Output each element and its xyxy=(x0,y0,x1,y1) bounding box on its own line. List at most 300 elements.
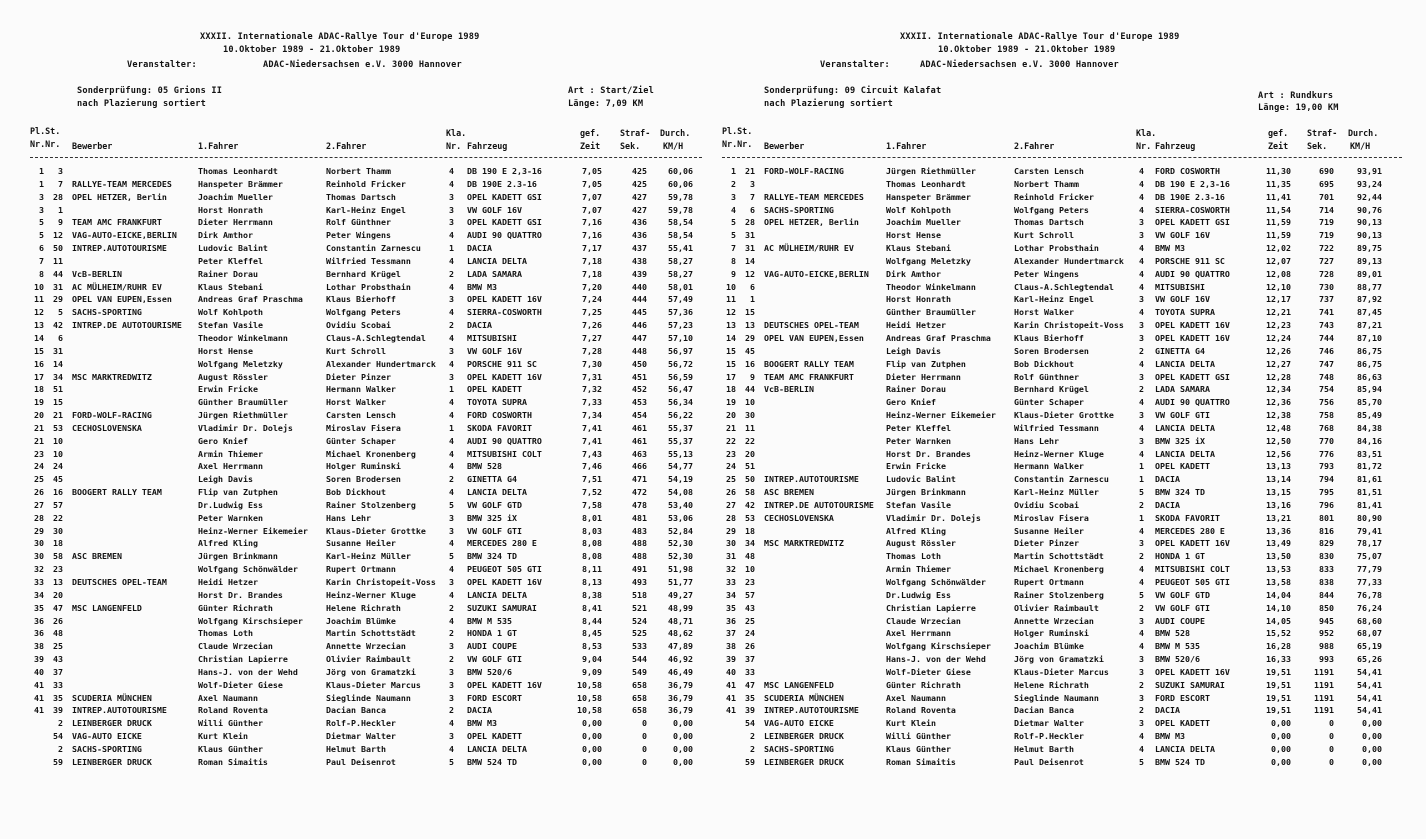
cell-car: MITSUBISHI xyxy=(1155,281,1205,292)
cell-speed: 76,78 xyxy=(1357,589,1382,600)
cell-class: 4 xyxy=(1139,577,1144,587)
cell-entrant: AC MÜLHEIM/RUHR EV xyxy=(72,281,162,292)
cell-entrant: TEAM AMC FRANKFURT xyxy=(72,217,162,228)
cell-class: 3 xyxy=(449,294,454,305)
cell-car: AUDI COUPE xyxy=(1155,615,1205,626)
cell-speed: 54,77 xyxy=(668,461,693,472)
col-fahrer1: 1.Fahrer xyxy=(198,141,239,151)
table-row xyxy=(722,693,1402,706)
cell-class: 4 xyxy=(449,166,454,176)
cell-class: 4 xyxy=(449,435,454,446)
cell-speed: 53,06 xyxy=(668,512,693,523)
cell-car: OPEL KADETT 16V xyxy=(467,294,542,305)
cell-penalty: 727 xyxy=(1319,255,1334,266)
cell-start-number: 45 xyxy=(53,474,63,485)
cell-penalty: 830 xyxy=(1319,551,1334,562)
cell-driver-2: Karl-Heinz Müller xyxy=(1014,487,1099,498)
cell-start-number: 42 xyxy=(53,320,63,331)
cell-car: DACIA xyxy=(467,243,492,254)
cell-place: 13 xyxy=(34,320,44,331)
cell-car: HONDA 1 GT xyxy=(1155,551,1205,562)
table-row xyxy=(722,384,1402,397)
cell-driver-2: Karin Christopeit-Voss xyxy=(1014,320,1124,331)
table-row xyxy=(30,449,702,462)
cell-place: 31 xyxy=(726,551,736,562)
cell-place: 12 xyxy=(726,307,736,318)
cell-time: 8,45 xyxy=(582,628,602,639)
table-row xyxy=(30,744,702,757)
table-row xyxy=(30,307,702,320)
cell-car: SKODA FAVORIT xyxy=(1155,512,1220,523)
cell-penalty: 533 xyxy=(632,641,647,652)
cell-entrant: SACHS-SPORTING xyxy=(764,743,834,754)
cell-car: LANCIA DELTA xyxy=(467,589,527,600)
cell-car: VW GOLF 16V xyxy=(467,345,522,356)
cell-place: 1 xyxy=(39,166,44,176)
cell-class: 4 xyxy=(1139,628,1144,639)
cell-penalty: 728 xyxy=(1319,268,1334,279)
cell-car: PEUGEOT 505 GTI xyxy=(1155,577,1230,587)
cell-class: 3 xyxy=(449,577,454,587)
cell-driver-2: Rolf-P.Heckler xyxy=(1014,731,1084,742)
cell-speed: 88,77 xyxy=(1357,281,1382,292)
cell-place: 29 xyxy=(726,525,736,536)
table-row xyxy=(30,641,702,654)
cell-place: 33 xyxy=(34,577,44,587)
col-fahrzeug: Fahrzeug xyxy=(467,141,508,151)
cell-entrant: AC MÜLHEIM/RUHR EV xyxy=(764,243,854,254)
cell-start-number: 20 xyxy=(745,448,755,459)
cell-class: 3 xyxy=(1139,230,1144,241)
table-row xyxy=(722,705,1402,718)
cell-time: 13,21 xyxy=(1266,512,1291,523)
cell-start-number: 48 xyxy=(53,628,63,639)
cell-class: 3 xyxy=(449,371,454,382)
cell-penalty: 521 xyxy=(632,602,647,613)
cell-car: VW GOLF 16V xyxy=(467,204,522,215)
cell-place: 19 xyxy=(726,397,736,408)
cell-place: 32 xyxy=(726,564,736,575)
cell-car: VW GOLF GTI xyxy=(467,654,522,665)
cell-driver-1: Kurt Klein xyxy=(198,731,248,742)
cell-time: 11,41 xyxy=(1266,191,1291,202)
cell-speed: 52,30 xyxy=(668,538,693,549)
cell-class: 4 xyxy=(449,718,454,729)
cell-car: VW GOLF GTI xyxy=(467,525,522,536)
col-fahrer2: 2.Fahrer xyxy=(1014,141,1055,151)
cell-penalty: 758 xyxy=(1319,410,1334,421)
cell-car: DB 190 E 2,3-16 xyxy=(467,166,542,176)
cell-car: BMW 325 iX xyxy=(467,512,517,523)
cell-start-number: 6 xyxy=(750,204,755,215)
cell-start-number: 44 xyxy=(53,268,63,279)
cell-class: 3 xyxy=(449,191,454,202)
cell-class: 4 xyxy=(449,178,454,189)
cell-penalty: 461 xyxy=(632,422,647,433)
cell-place: 21 xyxy=(726,422,736,433)
cell-class: 2 xyxy=(449,602,454,613)
cell-start-number: 18 xyxy=(745,525,755,536)
col-nr: Nr. xyxy=(446,141,462,151)
cell-start-number: 2 xyxy=(58,743,63,754)
cell-driver-1: Peter Kleffel xyxy=(886,422,951,433)
cell-time: 7,33 xyxy=(582,397,602,408)
cell-place: 11 xyxy=(726,294,736,305)
cell-penalty: 1191 xyxy=(1314,666,1334,677)
table-row xyxy=(722,500,1402,513)
table-row xyxy=(722,217,1402,230)
table-row xyxy=(722,282,1402,295)
cell-start-number: 10 xyxy=(745,397,755,408)
cell-driver-2: Lothar Probsthain xyxy=(326,281,411,292)
cell-class: 3 xyxy=(1139,666,1144,677)
table-row xyxy=(30,294,702,307)
cell-driver-2: Joachim Blümke xyxy=(1014,641,1084,652)
cell-driver-1: Dirk Amthor xyxy=(198,230,253,241)
cell-entrant: SCUDERIA MÜNCHEN xyxy=(764,692,844,703)
cell-start-number: 10 xyxy=(53,448,63,459)
cell-driver-2: Peter Wingens xyxy=(1014,268,1079,279)
cell-penalty: 756 xyxy=(1319,397,1334,408)
cell-driver-2: Annette Wrzecian xyxy=(1014,615,1094,626)
cell-place: 21 xyxy=(34,422,44,433)
cell-time: 15,52 xyxy=(1266,628,1291,639)
table-row xyxy=(30,654,702,667)
cell-start-number: 15 xyxy=(745,307,755,318)
cell-class: 4 xyxy=(1139,166,1144,176)
cell-speed: 53,40 xyxy=(668,499,693,510)
cell-entrant: SACHS-SPORTING xyxy=(764,204,834,215)
table-row xyxy=(722,513,1402,526)
cell-speed: 81,61 xyxy=(1357,474,1382,485)
cell-driver-2: Wilfried Tessmann xyxy=(326,255,411,266)
cell-class: 3 xyxy=(449,512,454,523)
cell-place: 35 xyxy=(726,602,736,613)
cell-speed: 56,34 xyxy=(668,397,693,408)
cell-entrant: INTREP.DE AUTOTOURISME xyxy=(72,320,182,331)
cell-start-number: 50 xyxy=(53,243,63,254)
cell-driver-1: Roland Roventa xyxy=(886,705,956,716)
cell-driver-2: Bob Dickhout xyxy=(326,487,386,498)
results-table-right xyxy=(722,166,1402,770)
cell-driver-1: Wolf-Dieter Giese xyxy=(198,679,283,690)
cell-car: VW GOLF 16V xyxy=(1155,230,1210,241)
cell-time: 7,31 xyxy=(582,371,602,382)
cell-time: 7,27 xyxy=(582,332,602,343)
cell-driver-2: Helmut Barth xyxy=(1014,743,1074,754)
cell-class: 4 xyxy=(1139,191,1144,202)
cell-time: 13,15 xyxy=(1266,487,1291,498)
table-row xyxy=(722,333,1402,346)
col-durch: Durch. xyxy=(660,128,691,138)
cell-time: 7,16 xyxy=(582,230,602,241)
cell-entrant: RALLYE-TEAM MERCEDES xyxy=(72,178,172,189)
cell-class: 4 xyxy=(1139,743,1144,754)
cell-entrant: INTREP.DE AUTOTOURISME xyxy=(764,499,874,510)
cell-time: 7,58 xyxy=(582,499,602,510)
cell-place: 26 xyxy=(726,487,736,498)
cell-driver-1: Andreas Graf Praschma xyxy=(198,294,303,305)
cell-car: HONDA 1 GT xyxy=(467,628,517,639)
col-nr: Nr. xyxy=(1136,141,1152,151)
cell-car: OPEL KADETT 16V xyxy=(1155,538,1230,549)
cell-entrant: BOOGERT RALLY TEAM xyxy=(764,358,854,369)
cell-place: 39 xyxy=(726,654,736,665)
cell-speed: 0,00 xyxy=(673,756,693,767)
cell-penalty: 747 xyxy=(1319,358,1334,369)
cell-driver-2: Klaus-Dieter Marcus xyxy=(326,679,421,690)
col-gef: gef. xyxy=(1268,128,1289,138)
cell-driver-1: Horst Hense xyxy=(198,345,253,356)
stage-title: Sonderprüfung: 05 Grions II xyxy=(77,86,223,96)
cell-car: BMW M 535 xyxy=(467,615,512,626)
cell-entrant: FORD-WOLF-RACING xyxy=(72,410,152,421)
cell-driver-2: Sieglinde Naumann xyxy=(326,692,411,703)
cell-start-number: 7 xyxy=(58,178,63,189)
cell-driver-1: Rainer Dorau xyxy=(198,268,258,279)
cell-time: 7,17 xyxy=(582,243,602,254)
cell-driver-1: Heinz-Werner Eikemeier xyxy=(198,525,308,536)
cell-car: DACIA xyxy=(467,320,492,331)
cell-driver-1: Dr.Ludwig Ess xyxy=(198,499,263,510)
cell-place: 9 xyxy=(731,268,736,279)
cell-place: 18 xyxy=(726,384,736,395)
cell-speed: 81,72 xyxy=(1357,461,1382,472)
cell-driver-2: Karl-Heinz Engel xyxy=(326,204,406,215)
cell-speed: 46,92 xyxy=(668,654,693,665)
cell-place: 5 xyxy=(731,217,736,228)
col-bewerber: Bewerber xyxy=(72,141,113,151)
cell-speed: 59,78 xyxy=(668,191,693,202)
cell-driver-2: Horst Walker xyxy=(326,397,386,408)
table-row xyxy=(722,423,1402,436)
cell-time: 7,34 xyxy=(582,410,602,421)
cell-penalty: 695 xyxy=(1319,178,1334,189)
cell-driver-2: Hans Lehr xyxy=(1014,435,1059,446)
cell-time: 8,13 xyxy=(582,577,602,587)
table-row xyxy=(722,551,1402,564)
cell-time: 7,24 xyxy=(582,294,602,305)
cell-penalty: 463 xyxy=(632,448,647,459)
cell-driver-2: Klaus-Dieter Grottke xyxy=(1014,410,1114,421)
cell-speed: 80,90 xyxy=(1357,512,1382,523)
cell-time: 12,48 xyxy=(1266,422,1291,433)
cell-driver-2: Alexander Hundertmarck xyxy=(1014,255,1124,266)
cell-class: 4 xyxy=(1139,448,1144,459)
table-row xyxy=(722,243,1402,256)
cell-car: OPEL KADETT 16V xyxy=(1155,320,1230,331)
cell-class: 4 xyxy=(1139,358,1144,369)
cell-penalty: 0 xyxy=(1329,731,1334,742)
cell-driver-1: Alfred Kling xyxy=(886,525,946,536)
cell-place: 34 xyxy=(34,589,44,600)
cell-entrant: MSC MARKTREDWITZ xyxy=(72,371,152,382)
cell-driver-1: Wolfgang Meletzky xyxy=(198,358,283,369)
cell-speed: 55,13 xyxy=(668,448,693,459)
cell-driver-1: Horst Honrath xyxy=(886,294,951,305)
cell-speed: 81,51 xyxy=(1357,487,1382,498)
cell-start-number: 3 xyxy=(750,178,755,189)
table-row xyxy=(722,538,1402,551)
cell-entrant: OPEL HETZER, Berlin xyxy=(764,217,859,228)
cell-time: 0,00 xyxy=(582,756,602,767)
cell-start-number: 6 xyxy=(750,281,755,292)
cell-start-number: 34 xyxy=(745,538,755,549)
cell-driver-2: Günter Schaper xyxy=(326,435,396,446)
cell-speed: 54,08 xyxy=(668,487,693,498)
sort-note: nach Plazierung sortiert xyxy=(764,99,893,109)
cell-speed: 52,84 xyxy=(668,525,693,536)
cell-time: 12,02 xyxy=(1266,243,1291,254)
cell-class: 3 xyxy=(449,525,454,536)
table-row xyxy=(30,564,702,577)
cell-class: 2 xyxy=(1139,705,1144,716)
cell-penalty: 741 xyxy=(1319,307,1334,318)
cell-time: 12,08 xyxy=(1266,268,1291,279)
cell-penalty: 746 xyxy=(1319,345,1334,356)
cell-speed: 56,97 xyxy=(668,345,693,356)
cell-driver-1: Jürgen Brinkmann xyxy=(886,487,966,498)
col-pl: Pl.St. xyxy=(722,126,753,136)
cell-car: BMW M3 xyxy=(1155,243,1185,254)
cell-time: 8,03 xyxy=(582,525,602,536)
cell-penalty: 454 xyxy=(632,410,647,421)
cell-driver-1: Alfred Kling xyxy=(198,538,258,549)
cell-place: 20 xyxy=(34,410,44,421)
cell-place: 10 xyxy=(34,281,44,292)
cell-driver-1: Gero Knief xyxy=(886,397,936,408)
cell-driver-1: August Rössler xyxy=(198,371,268,382)
cell-speed: 87,92 xyxy=(1357,294,1382,305)
cell-time: 9,09 xyxy=(582,666,602,677)
cell-driver-1: Hans-J. von der Wehd xyxy=(198,666,298,677)
cell-penalty: 838 xyxy=(1319,577,1334,587)
cell-place: 13 xyxy=(726,320,736,331)
cell-entrant: INTREP.AUTOTOURISME xyxy=(764,705,859,716)
cell-class: 3 xyxy=(1139,718,1144,729)
cell-penalty: 451 xyxy=(632,371,647,382)
cell-driver-2: Rolf-P.Heckler xyxy=(326,718,396,729)
table-row xyxy=(722,603,1402,616)
cell-speed: 51,98 xyxy=(668,564,693,575)
cell-speed: 57,23 xyxy=(668,320,693,331)
cell-class: 4 xyxy=(449,358,454,369)
cell-class: 1 xyxy=(449,422,454,433)
cell-place: 14 xyxy=(34,332,44,343)
cell-place: 5 xyxy=(39,217,44,228)
cell-start-number: 21 xyxy=(745,166,755,176)
cell-driver-1: Axel Naumann xyxy=(198,692,258,703)
cell-penalty: 993 xyxy=(1319,654,1334,665)
cell-car: BMW M 535 xyxy=(1155,641,1200,652)
cell-penalty: 690 xyxy=(1319,166,1334,176)
cell-time: 8,11 xyxy=(582,564,602,575)
cell-speed: 79,41 xyxy=(1357,525,1382,536)
cell-start-number: 10 xyxy=(53,435,63,446)
cell-speed: 46,49 xyxy=(668,666,693,677)
cell-start-number: 58 xyxy=(745,487,755,498)
cell-speed: 55,37 xyxy=(668,422,693,433)
cell-class: 4 xyxy=(449,255,454,266)
cell-time: 19,51 xyxy=(1266,666,1291,677)
table-row xyxy=(30,166,702,179)
cell-time: 12,24 xyxy=(1266,332,1291,343)
cell-time: 12,38 xyxy=(1266,410,1291,421)
cell-entrant: VAG-AUTO-EICKE,BERLIN xyxy=(764,268,869,279)
cell-time: 7,32 xyxy=(582,384,602,395)
cell-driver-2: Heinz-Werner Kluge xyxy=(326,589,416,600)
table-row xyxy=(30,693,702,706)
table-row xyxy=(30,590,702,603)
cell-driver-1: Flip van Zutphen xyxy=(198,487,278,498)
cell-driver-2: Günter Schaper xyxy=(1014,397,1084,408)
cell-start-number: 31 xyxy=(745,243,755,254)
cell-penalty: 0 xyxy=(642,731,647,742)
cell-speed: 0,00 xyxy=(673,743,693,754)
cell-place: 23 xyxy=(726,448,736,459)
cell-penalty: 801 xyxy=(1319,512,1334,523)
cell-start-number: 28 xyxy=(53,191,63,202)
cell-car: OPEL KADETT GSI xyxy=(1155,371,1230,382)
cell-penalty: 436 xyxy=(632,230,647,241)
table-row xyxy=(30,192,702,205)
cell-place: 25 xyxy=(34,474,44,485)
cell-entrant: RALLYE-TEAM MERCEDES xyxy=(764,191,864,202)
cell-time: 12,28 xyxy=(1266,371,1291,382)
table-row xyxy=(722,192,1402,205)
cell-driver-2: Rolf Günthner xyxy=(326,217,391,228)
cell-start-number: 31 xyxy=(53,345,63,356)
cell-place: 41 xyxy=(726,692,736,703)
table-row xyxy=(30,230,702,243)
cell-driver-1: Heidi Hetzer xyxy=(198,577,258,587)
col-zeit: Zeit xyxy=(1268,141,1289,151)
cell-time: 12,17 xyxy=(1266,294,1291,305)
cell-speed: 86,75 xyxy=(1357,358,1382,369)
col-gef: gef. xyxy=(580,128,601,138)
cell-driver-2: Dacian Banca xyxy=(326,705,386,716)
cell-class: 5 xyxy=(449,551,454,562)
cell-speed: 54,41 xyxy=(1357,705,1382,716)
cell-driver-1: Roland Roventa xyxy=(198,705,268,716)
cell-car: OPEL KADETT GSI xyxy=(467,217,542,228)
cell-car: VW GOLF GTD xyxy=(1155,589,1210,600)
cell-driver-2: Constantin Zarnescu xyxy=(1014,474,1109,485)
cell-place: 26 xyxy=(34,487,44,498)
cell-place: 33 xyxy=(726,577,736,587)
table-row xyxy=(722,359,1402,372)
col-kmh: KM/H xyxy=(1350,141,1371,151)
cell-start-number: 7 xyxy=(750,191,755,202)
cell-penalty: 481 xyxy=(632,512,647,523)
cell-driver-2: Rolf Günthner xyxy=(1014,371,1079,382)
cell-class: 3 xyxy=(449,666,454,677)
cell-driver-1: Dirk Amthor xyxy=(886,268,941,279)
cell-driver-2: Norbert Thamm xyxy=(326,166,391,176)
cell-driver-2: Dietmar Walter xyxy=(326,731,396,742)
cell-driver-1: Joachim Mueller xyxy=(886,217,961,228)
cell-start-number: 54 xyxy=(745,718,755,729)
cell-start-number: 25 xyxy=(53,641,63,652)
cell-car: OPEL KADETT 16V xyxy=(467,679,542,690)
cell-start-number: 42 xyxy=(745,499,755,510)
cell-time: 19,51 xyxy=(1266,679,1291,690)
table-row xyxy=(722,731,1402,744)
cell-driver-2: Holger Ruminski xyxy=(326,461,401,472)
cell-driver-2: Rupert Ortmann xyxy=(326,564,396,575)
cell-driver-2: Klaus Bierhoff xyxy=(1014,332,1084,343)
cell-driver-2: Claus-A.Schlegtendal xyxy=(326,332,426,343)
